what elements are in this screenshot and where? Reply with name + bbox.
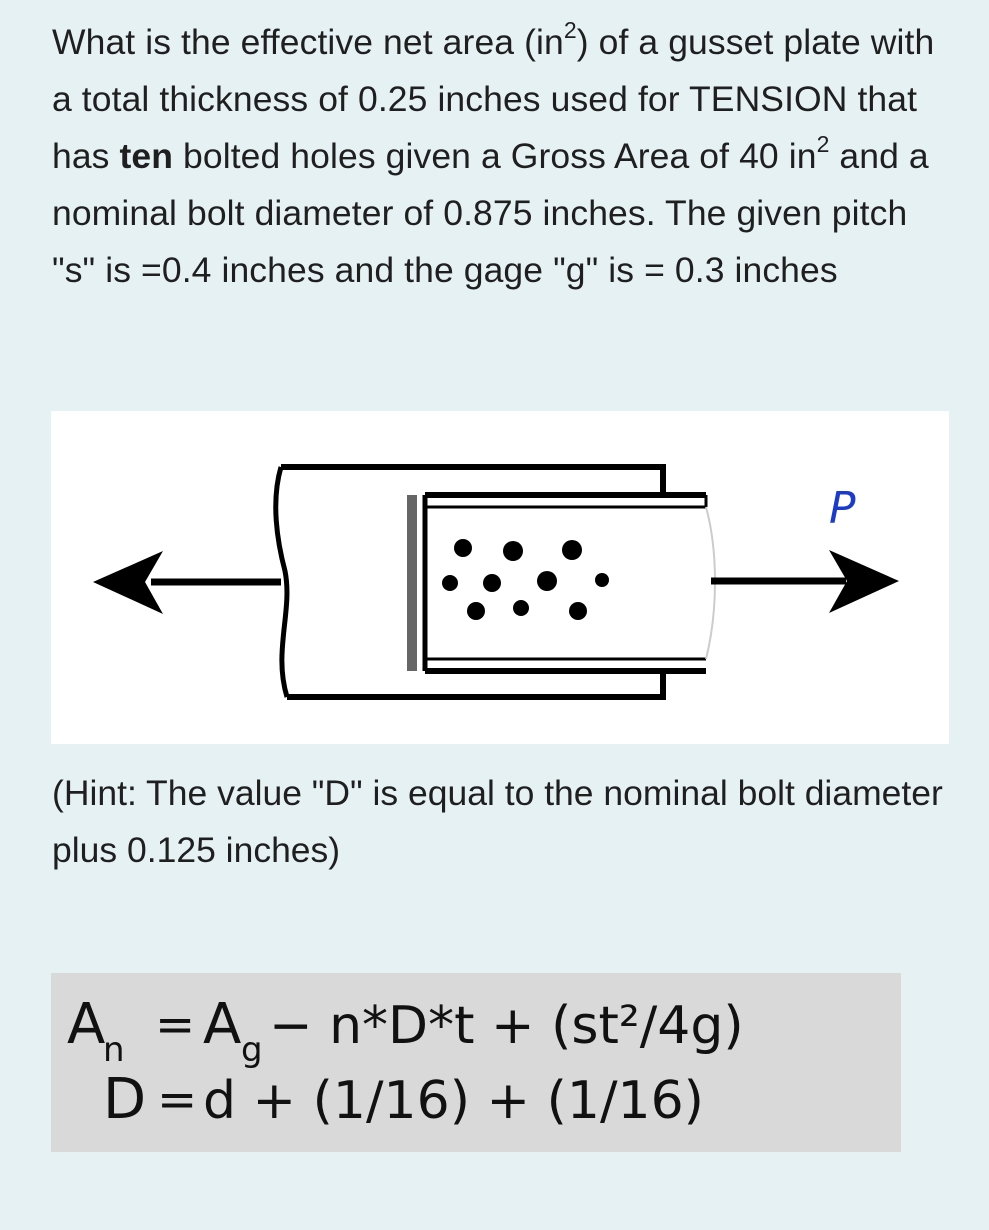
formula-equations — [51, 973, 901, 1152]
equals-sign: = — [155, 997, 196, 1053]
hint-text: (Hint: The value "D" is equal to the nominal bolt diameter plus 0.125 inches) — [52, 773, 943, 870]
question-part-2: ) of a gusset plate with a total thickness of 0.25 inches used for TENSION that has — [52, 22, 935, 176]
an-symbol: A — [67, 992, 106, 1057]
superscript: 2 — [816, 131, 830, 158]
ag-symbol: A — [203, 992, 242, 1057]
equals-sign: = — [157, 1072, 198, 1128]
load-label: P — [829, 483, 856, 534]
an-subscript: n — [103, 1030, 125, 1070]
question-part-3: bolted holes given a Gross Area of 40 in — [173, 136, 817, 176]
formula-box — [51, 973, 901, 1152]
superscript: 2 — [563, 17, 577, 44]
ag-subscript: g — [241, 1030, 263, 1070]
formula-line-2 — [103, 1067, 704, 1132]
gusset-plate-figure — [51, 411, 949, 744]
left-arrow-icon — [93, 551, 281, 614]
bolt-holes — [442, 539, 609, 620]
gusset-plate-diagram — [51, 411, 949, 744]
d-symbol: D — [103, 1067, 147, 1132]
formula-line-2-rest: d + (1/16) + (1/16) — [203, 1071, 704, 1131]
question-text — [52, 14, 952, 299]
question-part-4: and a nominal bolt diameter of 0.875 inches. The given pitch "s" is =0.4 inches and the gage "g" is = 0.3 inches — [52, 136, 929, 290]
right-arrow-icon — [711, 550, 899, 613]
formula-line-1 — [67, 992, 744, 1070]
formula-line-1-rest: − n*D*t + (st²/4g) — [269, 996, 744, 1056]
question-part-1: What is the effective net area (in — [52, 22, 564, 62]
bold-word: ten — [119, 136, 174, 176]
